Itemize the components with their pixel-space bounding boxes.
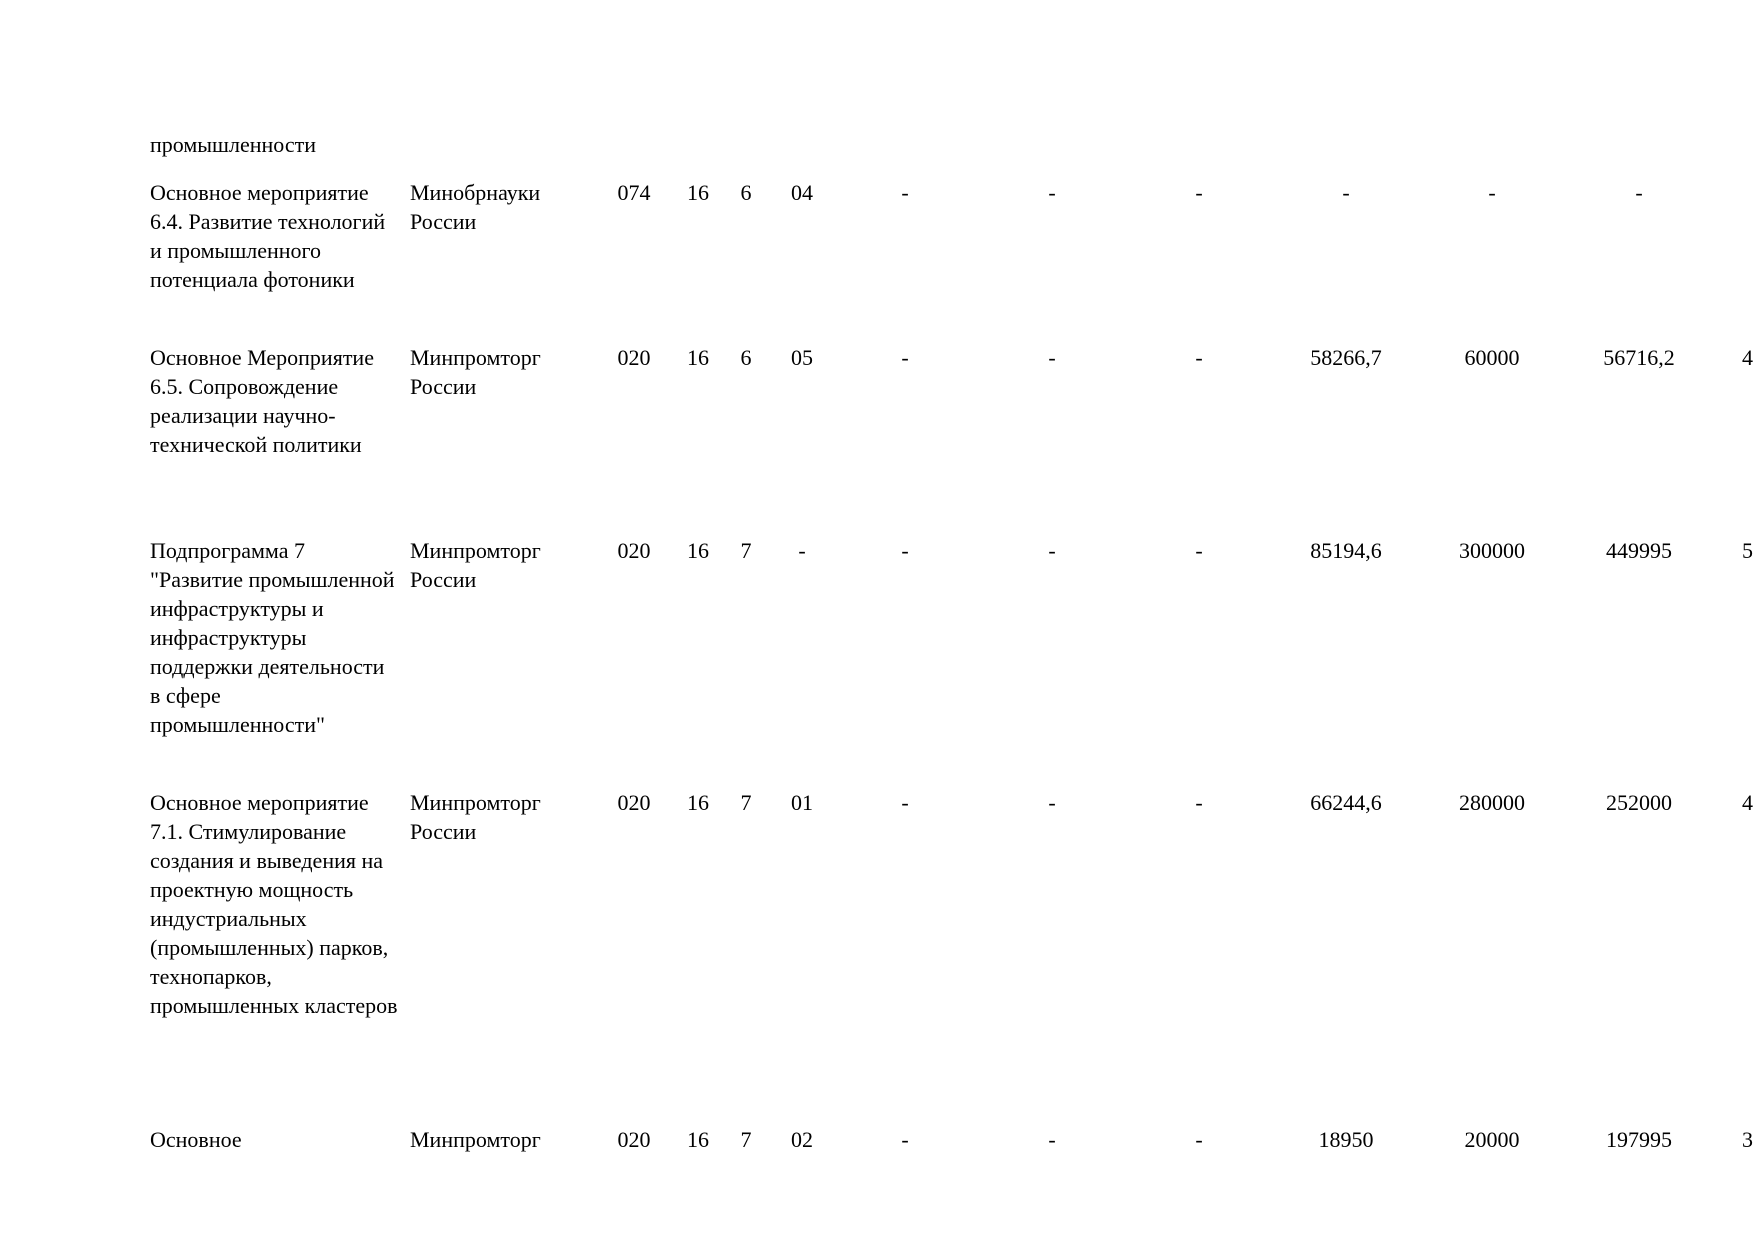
row-pgp: 6 <box>740 180 752 205</box>
row-value: 66244,6 <box>1310 790 1382 815</box>
table-row <box>0 178 1754 292</box>
row-grbs: 020 <box>617 345 651 370</box>
continuation-text: промышленности <box>150 132 316 157</box>
row-pgp: 6 <box>740 345 752 370</box>
row-pgp: 7 <box>740 790 752 815</box>
row-value: 197995 <box>1606 1127 1672 1152</box>
row-grbs: 020 <box>617 790 651 815</box>
row-value: 3 <box>1742 1127 1753 1152</box>
row-gp: 16 <box>687 538 709 563</box>
table-row <box>0 343 1754 457</box>
row-value: - <box>901 345 909 370</box>
row-value: - <box>901 538 909 563</box>
row-gp: 16 <box>687 1127 709 1152</box>
row-name: Основное Мероприятие 6.5. Сопровождение реализации научно-технической политики <box>150 345 374 457</box>
row-pgp: 7 <box>740 538 752 563</box>
row-responsible: Минобрнауки России <box>410 180 541 234</box>
row-gp: 16 <box>687 345 709 370</box>
row-value: - <box>1048 790 1056 815</box>
row-value: - <box>1195 538 1203 563</box>
row-om: 05 <box>791 345 813 370</box>
row-value: 20000 <box>1464 1127 1520 1152</box>
row-name: Основное мероприятие 7.1. Стимулирование создания и выведения на проектную мощность индустриальных (промышленных) парков, технопарков, промышленных кластеров <box>150 790 398 1018</box>
row-responsible: Минпромторг России <box>410 538 541 592</box>
table-row <box>0 536 1754 737</box>
row-value: 280000 <box>1459 790 1525 815</box>
row-value: 56716,2 <box>1603 345 1675 370</box>
row-responsible: Минпромторг <box>410 1127 541 1152</box>
row-responsible: Минпромторг России <box>410 790 541 844</box>
row-value: 18950 <box>1318 1127 1374 1152</box>
row-value: 85194,6 <box>1310 538 1382 563</box>
row-gp: 16 <box>687 180 709 205</box>
row-value: 252000 <box>1606 790 1672 815</box>
row-om: 02 <box>791 1127 813 1152</box>
row-value: 58266,7 <box>1310 345 1382 370</box>
row-name: Основное <box>150 1127 242 1152</box>
table-row <box>0 788 1754 1018</box>
row-responsible: Минпромторг России <box>410 345 541 399</box>
row-om: - <box>798 538 806 563</box>
row-value: - <box>1635 180 1643 205</box>
row-value: 4 <box>1742 345 1753 370</box>
row-value: 4 <box>1742 790 1753 815</box>
row-om: 01 <box>791 790 813 815</box>
row-value: 300000 <box>1459 538 1525 563</box>
row-value: - <box>901 180 909 205</box>
row-value: - <box>1195 180 1203 205</box>
row-value: - <box>1195 345 1203 370</box>
row-value: - <box>1048 1127 1056 1152</box>
row-value: - <box>1048 345 1056 370</box>
table-row <box>0 1125 1754 1152</box>
row-pgp: 7 <box>740 1127 752 1152</box>
row-value: 5 <box>1742 538 1753 563</box>
row-value: - <box>1488 180 1496 205</box>
row-name: Подпрограмма 7 "Развитие промышленной инфраструктуры и инфраструктуры поддержки деятельности в сфере промышленности" <box>150 538 395 737</box>
row-value: - <box>901 1127 909 1152</box>
row-value: - <box>1048 538 1056 563</box>
row-value: 449995 <box>1606 538 1672 563</box>
row-value: - <box>1195 1127 1203 1152</box>
row-value: - <box>901 790 909 815</box>
row-om: 04 <box>791 180 813 205</box>
row-value: - <box>1342 180 1350 205</box>
row-value: - <box>1195 790 1203 815</box>
row-grbs: 074 <box>617 180 651 205</box>
row-gp: 16 <box>687 790 709 815</box>
row-value: 60000 <box>1464 345 1520 370</box>
row-name: Основное мероприятие 6.4. Развитие технологий и промышленного потенциала фотоники <box>150 180 386 292</box>
row-value: - <box>1048 180 1056 205</box>
row-grbs: 020 <box>617 538 651 563</box>
row-grbs: 020 <box>617 1127 651 1152</box>
